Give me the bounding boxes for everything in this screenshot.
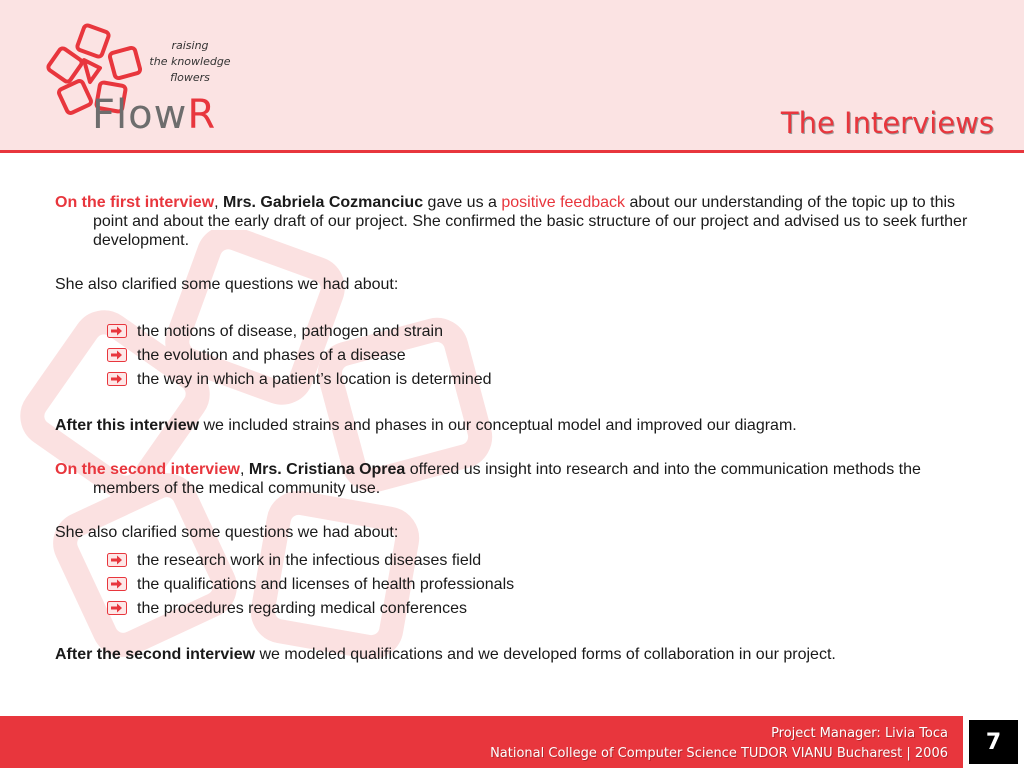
arrow-bullet-icon [107,348,127,362]
first-interview-paragraph: On the first interview, Mrs. Gabriela Cozmanciuc gave us a positive feedback about our understanding of the topic up to this point and about the early draft of our project. She confirmed the basic structure of our project and advised us to seek further development. [55,194,968,249]
brand-wordmark [92,92,216,138]
arrow-bullet-icon [107,577,127,591]
list-item: the notions of disease, pathogen and strain [107,319,990,343]
after-first-interview-paragraph: After this interview we included strains and phases in our conceptual model and improved our diagram. [55,417,797,434]
after-second-interview-lead: After the second interview [55,646,256,663]
first-clarification-intro: She also clarified some questions we had about: [55,276,399,293]
list-item: the research work in the infectious diseases field [107,548,990,572]
second-interviewee-name: Mrs. Cristiana Oprea [248,461,406,478]
second-interview-lead: On the second interview [55,461,240,478]
arrow-bullet-icon [107,324,127,338]
page-number: 7 [969,720,1018,764]
after-second-interview-paragraph: After the second interview we modeled qualifications and we developed forms of collaboration in our project. [55,646,836,663]
arrow-bullet-icon [107,601,127,615]
arrow-bullet-icon [107,553,127,567]
school-credit: National College of Computer Science TUDOR VIANU Bucharest | 2006 [490,746,948,761]
positive-feedback-highlight: positive feedback [501,194,626,211]
first-interviewee-name: Mrs. Gabriela Cozmanciuc [223,194,424,211]
page-title: The Interviews [780,106,994,140]
list-item: the procedures regarding medical conferences [107,596,990,620]
slide-content [55,193,990,689]
brand-prefix: Flow [92,92,188,138]
arrow-bullet-icon [107,372,127,386]
list-item: the evolution and phases of a disease [107,343,990,367]
slide-header [0,0,1024,150]
second-question-list [55,548,990,620]
page-number-box [963,716,1024,768]
brand-suffix: R [187,92,217,138]
list-item: the qualifications and licenses of health professionals [107,572,990,596]
logo-slogan: raising the knowledge flowers [149,39,231,84]
first-question-list [55,319,990,391]
second-interview-paragraph: On the second interview, Mrs. Cristiana Oprea offered us insight into research and into the communication methods the members of the medical community use. [55,461,921,497]
list-item: the way in which a patient’s location is determined [107,367,990,391]
footer-credits [490,724,948,764]
first-interview-lead: On the first interview [55,194,215,211]
second-clarification-intro: She also clarified some questions we had about: [55,524,399,541]
project-manager-credit: Project Manager: Livia Toca [771,726,948,741]
slide-footer [0,716,1024,768]
after-first-interview-lead: After this interview [55,417,200,434]
header-divider [0,150,1024,153]
